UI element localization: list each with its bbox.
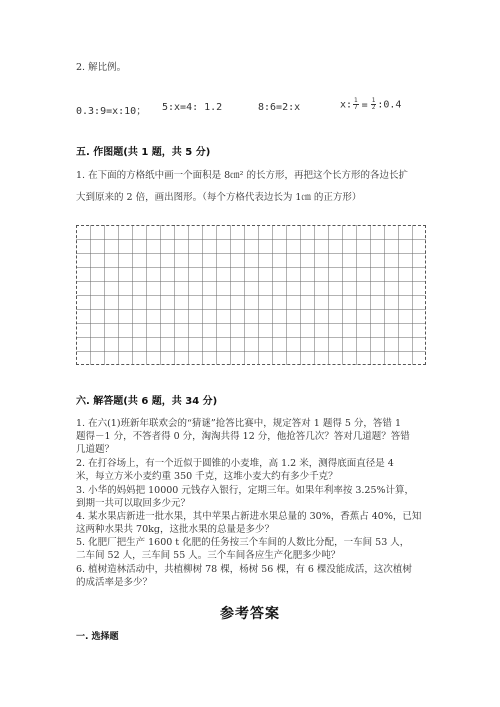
solve-line: 3. 小华的妈妈把 10000 元钱存入银行，定期三年。如果年利率按 3.25%计算， (76, 485, 415, 496)
solve-line: 4. 某水果店新进一批水果，其中苹果占新进水果总量的 30%，香蕉占 40%，已知 (76, 511, 422, 522)
drawing-line-2: 大到原来的 2 倍，画出图形。（每个方格代表边长为 1㎝ 的正方形） (76, 192, 362, 203)
solve-line: 二车间 52 人，三车间 55 人。三个车间各应生产化肥多少吨？ (76, 550, 341, 561)
answers-title: 参考答案 (220, 606, 280, 622)
solve-line: 2. 在打谷场上，有一个近似于圆锥的小麦堆，高 1.2 米，测得底面直径是 4 (76, 458, 394, 469)
drawing-line-1: 1. 在下面的方格纸中画一个面积是 8㎝² 的长方形，再把这个长方形的各边长扩 (76, 170, 408, 181)
solve-line: 题得－1 分，不答者得 0 分，淘淘共得 12 分，他抢答几次？答对几道题？答错 (76, 431, 410, 442)
eq4-equals: = (361, 99, 368, 111)
eq4-fraction-1: $\frac{1}{7}$ (354, 97, 358, 111)
eq4-right: :0.4 (377, 99, 402, 111)
equation-3: 8:6=2:x (258, 102, 301, 113)
solve-line: 几道题？ (76, 444, 115, 455)
drawing-heading: 五. 作图题(共 1 题，共 5 分) (76, 147, 211, 158)
solve-line: 到期一共可以取回多少元？ (76, 498, 191, 509)
solve-line: 这两种水果共 70kg，这批水果的总量是多少？ (76, 524, 274, 535)
equation-4 (340, 98, 401, 111)
ratio-heading: 2. 解比例。 (76, 62, 127, 73)
solve-line: 5. 化肥厂把生产 1600 t 化肥的任务按三个车间的人数比分配，一车间 53 人， (76, 537, 410, 548)
solve-line: 6. 植树造林活动中，共植柳树 78 棵，杨树 56 棵，有 6 棵没能成活，这次植树 (76, 564, 412, 575)
solve-heading: 六. 解答题(共 6 题，共 34 分) (76, 396, 218, 407)
equation-1: 0.3:9=x:10； (76, 106, 147, 117)
solve-line: 米，每立方米小麦约重 350 千克，这堆小麦大约有多少千克？ (76, 471, 338, 482)
equation-2: 5:x=4: 1.2 (162, 102, 223, 113)
eq4-fraction-2: $\frac{1}{2}$ (371, 97, 376, 111)
eq4-left: x: (340, 99, 353, 111)
solve-line: 的成活率是多少？ (76, 577, 153, 588)
answers-sub-heading: 一. 选择题 (76, 632, 119, 642)
square-grid-paper[interactable] (76, 225, 426, 365)
solve-line: 1. 在六(1)班新年联欢会的“猜谜”抢答比赛中，规定答对 1 题得 5 分，答错 1 (76, 418, 401, 429)
